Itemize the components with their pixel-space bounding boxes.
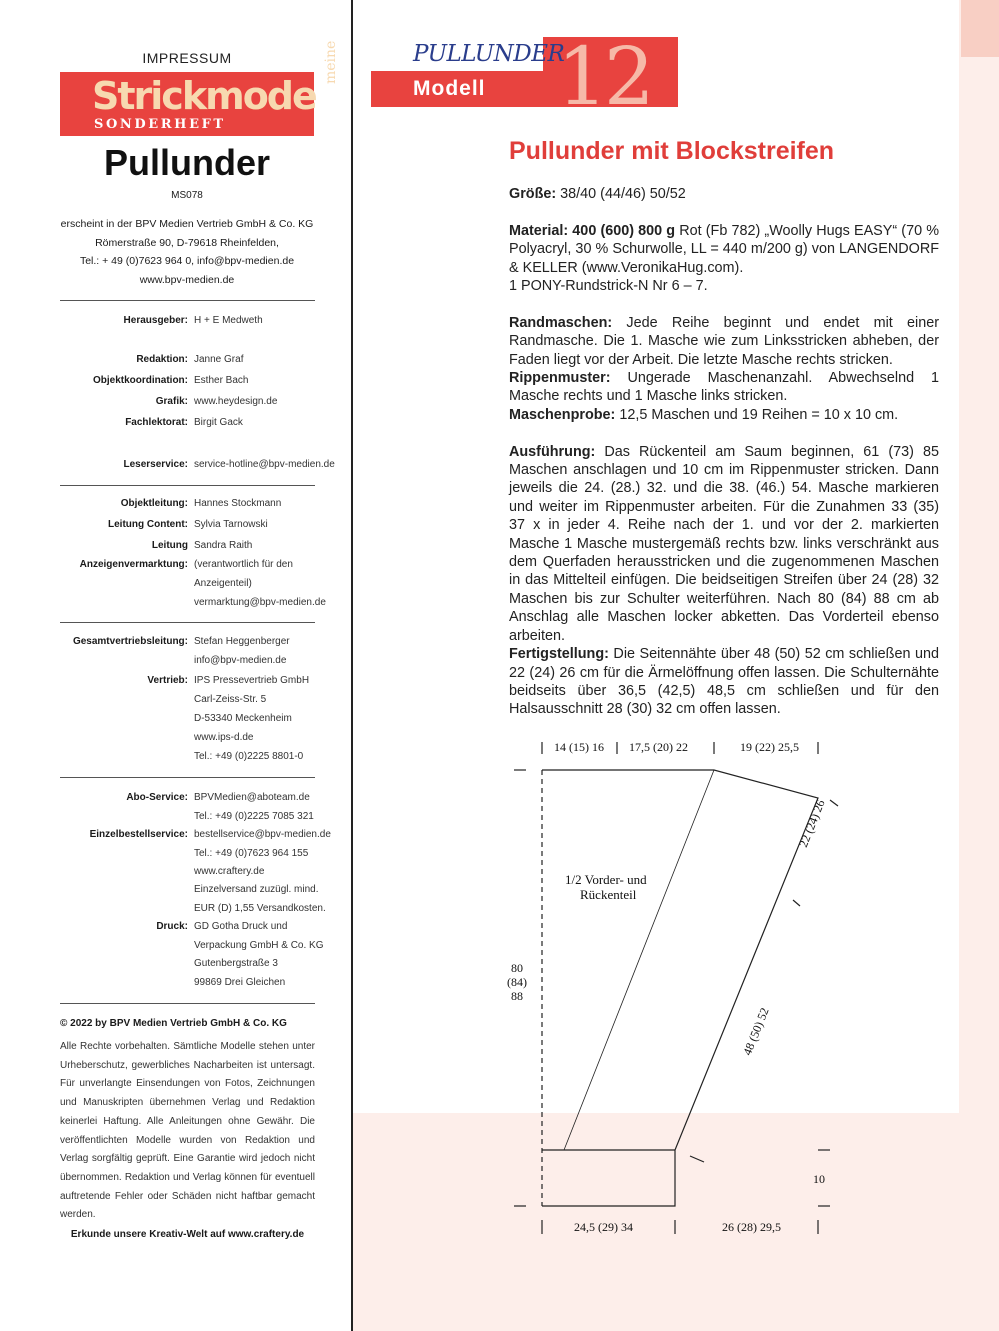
credit-value: Hannes Stockmann [194,498,282,509]
material-text: Rot (Fb 782) „Woolly Hugs EASY“ (70 % Polyacryl, 30 % Schurwolle, LL = 440 m/200 g) von LANGENDORF & KELLER (www.VeronikaHug.com). [509,222,940,276]
dim-height-3: 88 [511,989,523,1003]
credit-value: Sandra Raith [194,540,253,551]
credit-value: www.ips-d.de [194,732,254,743]
credit-key: Abo-Service: [126,792,188,803]
gauge-text: 12,5 Maschen und 19 Reihen = 10 x 10 cm. [615,406,899,423]
credit-value: service-hotline@bpv-medien.de [194,459,335,470]
stripe-diagonal [564,770,714,1150]
dim-height-1: 80 [511,961,523,975]
publisher-address [60,215,314,289]
dim-rib-height: 10 [813,1172,825,1186]
credit-value: Sylvia Tarnowski [194,519,268,530]
credit-key: Einzelbestellservice: [89,829,188,840]
credit-key: Druck: [156,921,188,932]
divider-rule [60,622,315,623]
instructions-text: Das Rückenteil am Saum beginnen, 61 (73) 85 Maschen anschlagen und 10 cm im Rippenmuster stricken. Dann jeweils die 24. (28.) 32. und die 38. (46.) 54. Masche markieren und weiter im Rippenmuster arbeiten. Für die Zunahmen 33 (35) 37 x in jeder 4. Reihe nach der 1. und vor der 2. markierten Masche 1 Masche mustergemäß rechts bzw. links verschränkt aus dem Querfaden herausstricken und die zugenommenen Maschen in das Mittelteil einfügen. Die beidseitigen Streifen über 24 (28) 32 Maschen bis zur Schulter weiterführen. Nach 80 (84) 88 cm ab Anschlag alle Maschen locker abketten. Das Vorderteil ebenso arbeiten. [509,443,939,644]
size-label: Größe: [509,186,557,202]
credit-value: D-53340 Meckenheim [194,713,292,724]
credit-value: (verantwortlich für den [194,559,293,570]
credit-value: Janne Graf [194,354,244,365]
publisher-line: Römerstraße 90, D-79618 Rheinfelden, [95,236,279,249]
credit-value: EUR (D) 1,55 Versandkosten. [194,903,326,914]
finishing-label: Fertigstellung: [509,646,609,663]
credit-key: Grafik: [155,396,188,407]
credit-key: Objektkoordination: [93,375,188,386]
dim-top-right: 19 (22) 25,5 [740,740,799,754]
credit-value: Tel.: +49 (0)2225 8801-0 [194,751,304,762]
gauge-paragraph [509,406,939,424]
model-badge [371,30,678,123]
rib-text: Ungerade Maschenanzahl. Abwechselnd 1 Masche rechts und 1 Masche links stricken. [509,370,939,405]
credit-value: 99869 Drei Gleichen [194,977,286,988]
credit-value: www.craftery.de [194,866,265,877]
knitting-schematic [500,732,860,1242]
credit-value: Carl-Zeiss-Str. 5 [194,694,267,705]
piece-outline [542,770,818,1206]
rib-label: Rippenmuster: [509,370,611,387]
logo-sonderheft-text: SONDERHEFT [94,117,226,132]
credit-value: Tel.: +49 (0)7623 964 155 [194,848,309,859]
size-text: 38/40 (44/46) 50/52 [556,186,686,202]
rib-pattern-paragraph [509,369,939,406]
edge-label: Randmaschen: [509,314,613,331]
impressum-column [0,0,352,1331]
instructions-label: Ausführung: [509,443,596,460]
size-paragraph [509,185,939,203]
material-paragraph [509,222,939,277]
needles-paragraph: 1 PONY-Rundstrick-N Nr 6 – 7. [509,278,708,295]
divider-rule [60,485,315,486]
credit-value: Birgit Gack [194,417,243,428]
model-number: 12 [557,30,651,123]
credit-value: Einzelversand zuzügl. mind. [194,884,319,895]
publisher-line: Tel.: + 49 (0)7623 964 0, info@bpv-medien.de [79,255,295,267]
publication-title: Pullunder [103,142,270,183]
edge-stitches-paragraph [509,314,939,369]
credit-value: info@bpv-medien.de [194,655,287,666]
article-title: Pullunder mit Blockstreifen [509,137,835,165]
divider-rule [60,300,315,301]
divider-rule [60,777,315,778]
model-word: Modell [413,77,486,100]
divider-rule [60,1003,315,1004]
copyright-heading: © 2022 by BPV Medien Vertrieb GmbH & Co. KG [60,1018,287,1029]
craftery-promo: Erkunde unsere Kreativ-Welt auf www.craftery.de [70,1229,305,1240]
gauge-label: Maschenprobe: [509,406,616,423]
dim-bottom-right: 26 (28) 29,5 [722,1220,781,1234]
logo-meine-text: meine [323,40,339,84]
finishing-paragraph [509,645,939,719]
credit-key: Herausgeber: [123,315,188,326]
credit-key: Leitung Anzeigenvermarktung: [79,540,188,570]
credit-value: Tel.: +49 (0)2225 7085 321 [194,811,314,822]
credit-value: bestellservice@bpv-medien.de [194,829,331,840]
credit-key: Fachlektorat: [125,417,188,428]
credit-value: GD Gotha Druck und [194,921,288,932]
category-label: PULLUNDER [413,41,565,67]
credit-key: Gesamtvertriebsleitung: [72,636,188,647]
piece-label-line2: Rückenteil [580,887,637,902]
article-body [509,185,939,719]
finishing-text: Die Seitennähte über 48 (50) 52 cm schließen und 22 (24) 26 cm für die Ärmelöffnung offen lassen. Die Schulternähte beidseits über 36,5 (42,5) 48,5 cm schließen und für den Halsausschnitt 28 (30) 32 cm offen lassen. [509,646,939,718]
credit-value: www.heydesign.de [194,396,278,407]
piece-label-line1: 1/2 Vorder- und [565,872,647,887]
publication-code: MS078 [171,190,203,201]
corner-accent [961,0,999,57]
dim-armhole: 22 (24) 26 [796,797,828,850]
credit-key: Redaktion: [136,354,188,365]
dim-bottom-left: 24,5 (29) 34 [574,1220,633,1234]
credit-key: Leitung Content: [108,519,188,530]
credit-value: BPVMedien@aboteam.de [194,792,310,803]
dim-top-left: 14 (15) 16 [554,740,604,754]
credit-key: Objektleitung: [120,498,188,509]
edge-text: Jede Reihe beginnt und endet mit einer Randmasche. Die 1. Masche wie zum Linksstricken abheben, der Faden liegt vor der Arbeit. Die letzte Masche rechts stricken. [509,314,939,368]
dim-top-mid: 17,5 (20) 22 [629,740,688,754]
dim-height-2: (84) [507,975,527,989]
credit-value: H + E Medweth [194,315,263,326]
credit-key: Leserservice: [123,459,188,470]
schematic-drawing [500,732,860,1242]
credit-value: vermarktung@bpv-medien.de [194,597,326,608]
credit-value: IPS Pressevertrieb GmbH [194,675,310,686]
credit-key: Vertrieb: [147,675,188,686]
credit-value: Stefan Heggenberger [194,636,290,647]
material-label: Material: 400 (600) 800 g [509,222,676,239]
copyright-text: Alle Rechte vorbehalten. Sämtliche Modelle stehen unter Urheberschutz, gewerbliches Nacharbeiten ist untersagt. Für unverlangte Einsendungen von Fotos, Zeichnungen und Manuskripten übernehmen Verlag und Redaktion keinerlei Haftung. Alle Anleitungen ohne Gewähr. Die veröffentlichten Modelle wurden von Redaktion und Verlag sorgfältig geprüft. Eine Garantie wird jedoch nicht übernommen. Redaktion und Verlag können für eventuell auftretende Fehler oder Schäden nicht haftbar gemacht werden. [60,1041,315,1221]
publisher-line: erscheint in der BPV Medien Vertrieb GmbH & Co. KG [60,218,314,230]
credit-value: Verpackung GmbH & Co. KG [194,940,324,951]
dim-side-seam: 48 (50) 52 [740,1005,772,1058]
publisher-line: www.bpv-medien.de [139,273,235,286]
credit-value: Anzeigenteil) [194,578,252,589]
instructions-paragraph [509,443,939,645]
credit-value: Gutenbergstraße 3 [194,958,278,969]
impressum-label: IMPRESSUM [142,50,232,66]
credit-value: Esther Bach [194,375,249,386]
logo-main-text: Strickmode [92,74,316,118]
